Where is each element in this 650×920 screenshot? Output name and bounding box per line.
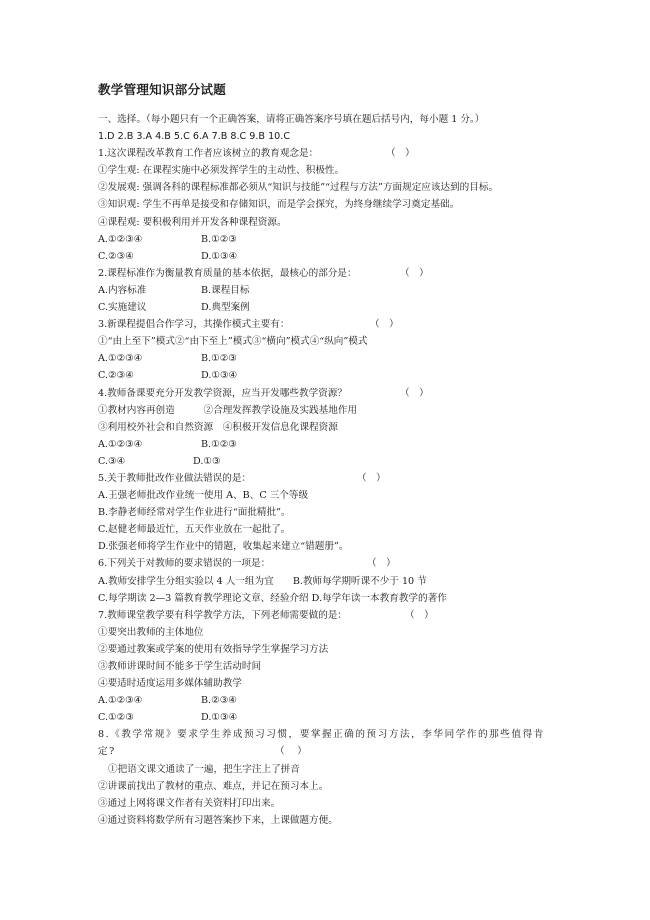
question-item: C.赵健老师最近忙，五天作业放在一起批了。: [98, 524, 291, 536]
option-row: [98, 436, 558, 453]
answer-option[interactable]: B.①②③: [201, 233, 237, 245]
question-item: A.教师安排学生分组实验以 4 人一组为宜 B.教师每学期听课不少于 10 节: [98, 575, 427, 587]
question-stem-text: 4.教师备课要充分开发教学资源，应当开发哪些教学资源？: [98, 387, 347, 399]
option-row: [98, 453, 558, 470]
answer-option[interactable]: A.内容标准: [98, 284, 147, 296]
option-row: [98, 709, 558, 726]
question-stem: [98, 607, 558, 624]
option-row: [98, 367, 558, 384]
question-item: ③教师讲课时间不能多于学生活动时间: [98, 661, 262, 672]
question-item: ②讲课前找出了教材的重点、难点，并记在预习本上。: [98, 780, 329, 792]
answer-option[interactable]: D.典型案例: [201, 302, 250, 314]
answer-option[interactable]: A.①②③④: [98, 353, 143, 365]
answer-option[interactable]: B.①②③: [201, 353, 237, 365]
answer-blank[interactable]: （ ）: [386, 148, 415, 160]
question-item: ③知识观: 学生不再单是接受和存储知识，而是学会探究，为终身继续学习奠定基础。: [98, 199, 460, 211]
answer-option[interactable]: A.①②③④: [98, 233, 143, 245]
question-stem-text: 8.《教学常规》要求学生养成预习习惯，要掌握正确的预习方法，李华同学作的那些值得肯定?: [98, 729, 545, 758]
question-item: A.王强老师批改作业统一使用 A、B、C 三个等级: [98, 490, 309, 502]
question-stem-text: 1.这次课程改革教育工作者应该树立的教育观念是：: [98, 148, 319, 160]
question-item: ④课程观: 要积极利用并开发各种课程资源。: [98, 216, 287, 228]
question-item: D.张强老师将学生作业中的错题，收集起来建立“错题册”。: [98, 541, 349, 553]
question-2: [98, 265, 558, 316]
answer-option[interactable]: C.②③④: [98, 250, 134, 262]
answer-blank[interactable]: （ ）: [400, 387, 429, 399]
question-1: [98, 145, 558, 265]
question-stem: [98, 470, 558, 487]
question-item: ①把语文课文通读了一遍，把生字注上了拼音: [108, 763, 300, 775]
answer-option[interactable]: A.①②③④: [98, 695, 143, 707]
question-item: ③通过上网将课文作者有关资料打印出来。: [98, 797, 281, 809]
question-stem: [98, 145, 558, 162]
question-item: ①“由上至下”模式②“由下至上”模式③“横向”模式④“纵向”模式: [98, 336, 368, 348]
answer-option[interactable]: D.①③④: [201, 250, 238, 262]
question-stem-text: 6.下列关于对教师的要求错误的一项是：: [98, 558, 271, 570]
answer-option[interactable]: D.①③④: [201, 370, 238, 382]
question-stem: [98, 555, 558, 572]
question-item: ①要突出教师的主体地位: [98, 626, 204, 638]
question-3: [98, 316, 558, 384]
answer-key: 1.D 2.B 3.A 4.B 5.C 6.A 7.B 8.C 9.B 10.C: [98, 131, 291, 143]
answer-option[interactable]: A.①②③④: [98, 438, 143, 450]
question-6: [98, 555, 558, 606]
question-stem-text: 2.课程标准作为衡量教育质量的基本依据，最核心的部分是：: [98, 267, 357, 279]
answer-option[interactable]: D.①③④: [201, 712, 238, 724]
question-5: [98, 470, 558, 555]
question-item: ①学生观: 在课程实施中必须发挥学生的主动性、积极性。: [98, 165, 345, 177]
answer-option[interactable]: B.①②③: [201, 438, 237, 450]
question-4: [98, 385, 558, 470]
section-heading: 一、选择。（每小题只有一个正确答案，请将正确答案序号填在题后括号内，每小题 1 分。）: [98, 114, 485, 125]
question-list: [98, 111, 558, 829]
answer-option[interactable]: D.①③: [193, 455, 221, 467]
answer-option[interactable]: C.③④: [98, 455, 126, 467]
option-row: [98, 692, 558, 709]
question-stem: [98, 316, 558, 333]
question-item: ②要通过教案或学案的使用有效指导学生掌握学习方法: [98, 643, 329, 655]
answer-blank[interactable]: （ ）: [357, 472, 386, 484]
question-item: B.李静老师经常对学生作业进行“面批精批”。: [98, 507, 291, 519]
answer-blank[interactable]: （ ）: [405, 609, 434, 621]
option-row: [98, 299, 558, 316]
question-item: ③利用校外社会和自然资源 ④积极开发信息化课程资源: [98, 421, 338, 433]
question-stem: [98, 726, 558, 760]
question-stem: [98, 265, 558, 282]
answer-blank[interactable]: （ ）: [275, 746, 309, 758]
answer-blank[interactable]: （ ）: [367, 558, 396, 570]
option-row: [98, 282, 558, 299]
question-7: [98, 607, 558, 727]
question-item: ②发展观: 强调各科的课程标准都必须从“知识与技能”“过程与方法”方面规定应该达到的目标。: [98, 182, 499, 194]
option-row: [98, 248, 558, 265]
answer-blank[interactable]: （ ）: [370, 319, 399, 331]
answer-option[interactable]: C.实施建议: [98, 302, 147, 314]
question-item: C.每学期读 2—3 篇教育教学理论文章、经验介绍 D.每学年读一本教育教学的著作: [98, 592, 447, 604]
answer-option[interactable]: B.②③④: [201, 695, 237, 707]
option-row: [98, 231, 558, 248]
option-row: [98, 350, 558, 367]
question-stem-text: 5.关于教师批改作业做法错误的是：: [98, 472, 252, 484]
question-item: ④要适时适度运用多媒体辅助教学: [98, 678, 242, 690]
question-stem-text: 3.新课程提倡合作学习，其操作模式主要有：: [98, 319, 290, 331]
question-stem: [98, 385, 558, 402]
answer-option[interactable]: C.①②③: [98, 712, 134, 724]
question-item: ④通过资料将数学所有习题答案抄下来，上课做题方便。: [98, 814, 338, 826]
answer-option[interactable]: B.课程目标: [201, 284, 250, 296]
answer-option[interactable]: C.②③④: [98, 370, 134, 382]
page-title: 教学管理知识部分试题: [98, 82, 227, 97]
question-8: [98, 726, 558, 829]
question-item: ①教材内容再创造 ②合理发挥教学设施及实践基地作用: [98, 404, 358, 416]
answer-blank[interactable]: （ ）: [400, 267, 429, 279]
question-stem-text: 7.教师课堂教学要有科学教学方法，下列老师需要做的是：: [98, 609, 347, 621]
